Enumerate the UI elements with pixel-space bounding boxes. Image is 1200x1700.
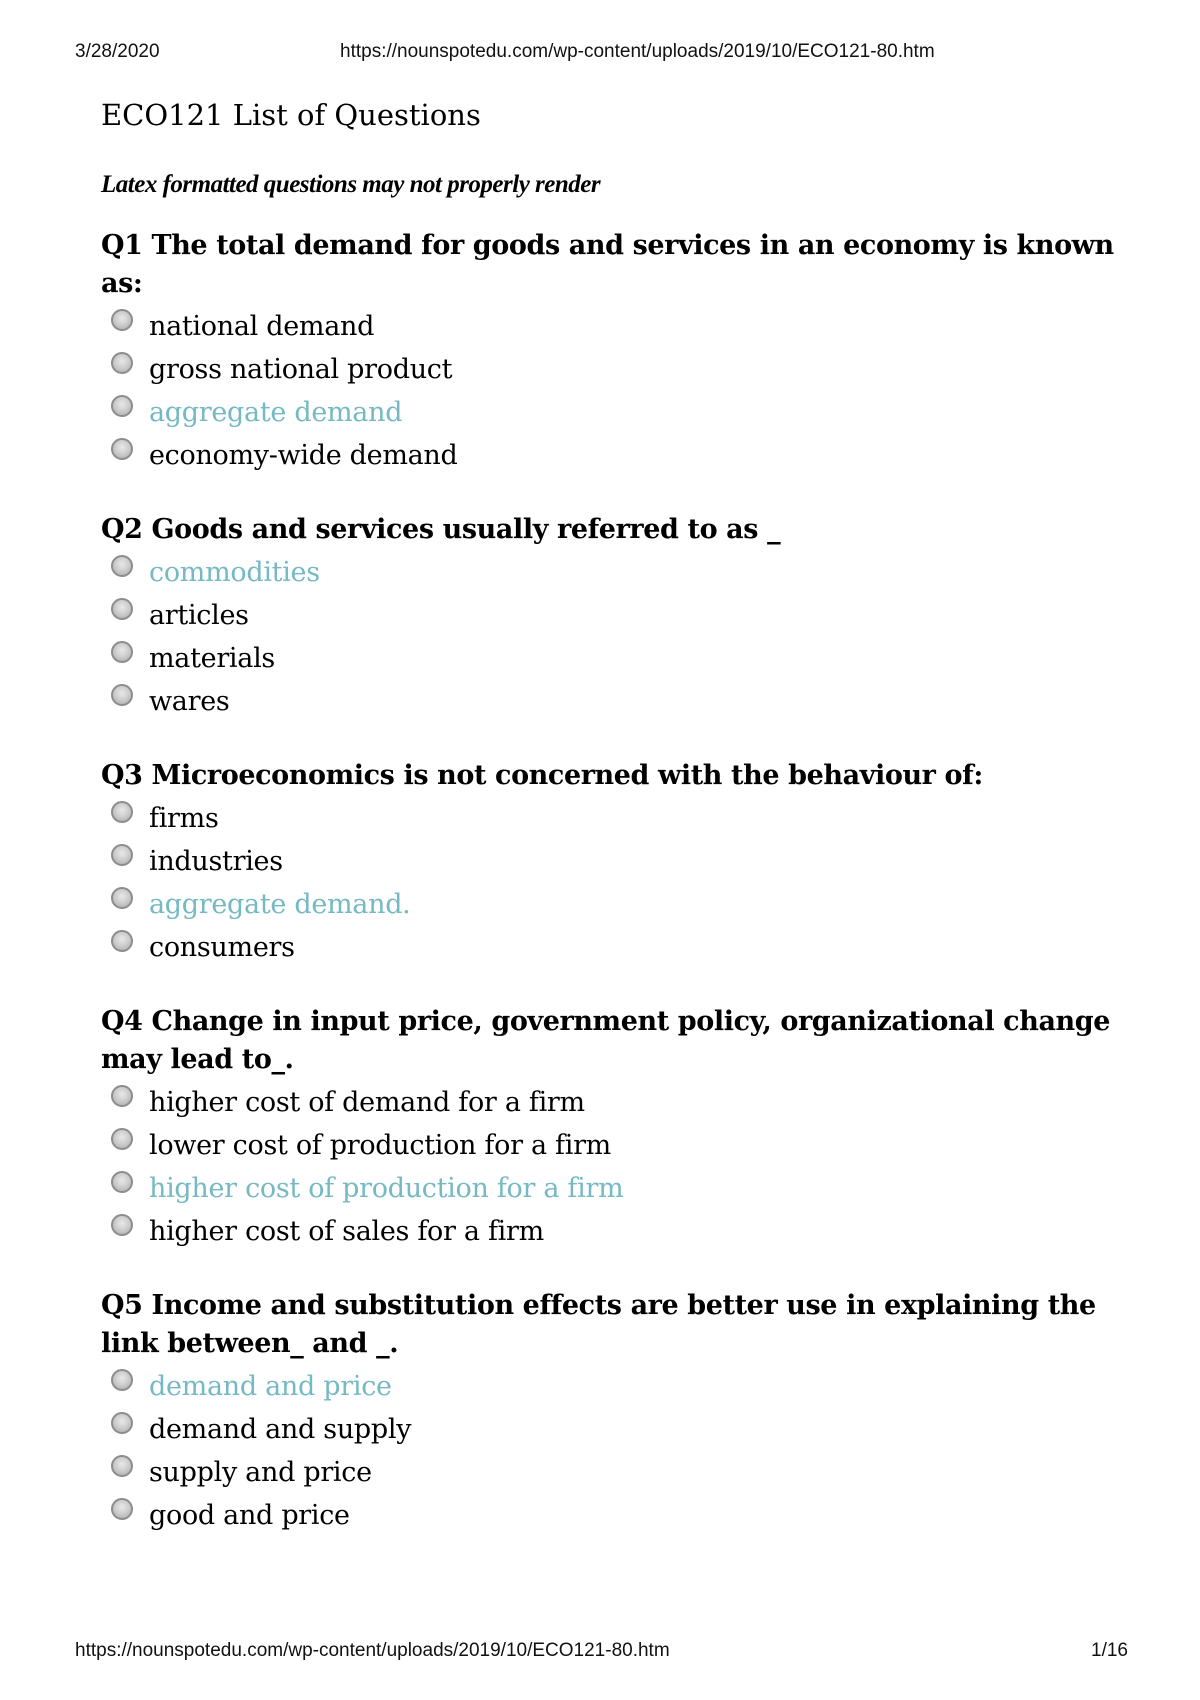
option-correct[interactable] <box>101 1365 1121 1408</box>
option-label: demand and price <box>149 1370 392 1402</box>
question-2 <box>101 511 1121 723</box>
option-label: wares <box>149 685 230 717</box>
option-label: aggregate demand <box>149 396 403 428</box>
radio-button[interactable] <box>111 887 133 909</box>
option-label: materials <box>149 642 275 674</box>
option[interactable] <box>101 305 1121 348</box>
question-4 <box>101 1003 1121 1253</box>
option-list <box>101 797 1121 969</box>
option-correct[interactable] <box>101 883 1121 926</box>
footer-url: https://nounspotedu.com/wp-content/uploads/2019/10/ECO121-80.htm <box>75 1640 670 1661</box>
radio-button[interactable] <box>111 1412 133 1434</box>
question-text: Q4 Change in input price, government policy, organizational change may lead to_. <box>101 1005 1111 1075</box>
radio-button[interactable] <box>111 1085 133 1107</box>
option[interactable] <box>101 594 1121 637</box>
option[interactable] <box>101 797 1121 840</box>
option-label: articles <box>149 599 249 631</box>
question-text: Q3 Microeconomics is not concerned with the behaviour of: <box>101 759 983 791</box>
radio-button[interactable] <box>111 1455 133 1477</box>
option-label: economy-wide demand <box>149 439 458 471</box>
option-label: commodities <box>149 556 320 588</box>
question-text: Q5 Income and substitution effects are better use in explaining the link between_ and _. <box>101 1289 1096 1359</box>
question-text: Q1 The total demand for goods and services in an economy is known as: <box>101 229 1114 299</box>
radio-button[interactable] <box>111 801 133 823</box>
option[interactable] <box>101 348 1121 391</box>
option-label: gross national product <box>149 353 453 385</box>
page-title: ECO121 List of Questions <box>101 98 481 132</box>
radio-button[interactable] <box>111 1171 133 1193</box>
radio-button[interactable] <box>111 1214 133 1236</box>
radio-button[interactable] <box>111 598 133 620</box>
radio-button[interactable] <box>111 309 133 331</box>
radio-button[interactable] <box>111 641 133 663</box>
option-list <box>101 1081 1121 1253</box>
option-label: higher cost of demand for a firm <box>149 1086 585 1118</box>
option[interactable] <box>101 1081 1121 1124</box>
option-label: supply and price <box>149 1456 372 1488</box>
print-date: 3/28/2020 <box>75 41 160 62</box>
option[interactable] <box>101 434 1121 477</box>
question-3 <box>101 757 1121 969</box>
question-1 <box>101 227 1121 477</box>
radio-button[interactable] <box>111 352 133 374</box>
option-label: national demand <box>149 310 375 342</box>
option-label: lower cost of production for a firm <box>149 1129 611 1161</box>
question-list <box>101 227 1121 1537</box>
print-header <box>0 41 1200 67</box>
option-list <box>101 305 1121 477</box>
option-label: higher cost of sales for a firm <box>149 1215 544 1247</box>
option[interactable] <box>101 637 1121 680</box>
question-text: Q2 Goods and services usually referred to as _ <box>101 513 781 545</box>
option[interactable] <box>101 926 1121 969</box>
radio-button[interactable] <box>111 1369 133 1391</box>
option-list <box>101 551 1121 723</box>
radio-button[interactable] <box>111 555 133 577</box>
option-label: good and price <box>149 1499 350 1531</box>
option-correct[interactable] <box>101 391 1121 434</box>
option-correct[interactable] <box>101 551 1121 594</box>
radio-button[interactable] <box>111 684 133 706</box>
option-list <box>101 1365 1121 1537</box>
radio-button[interactable] <box>111 930 133 952</box>
option-label: higher cost of production for a firm <box>149 1172 624 1204</box>
option-correct[interactable] <box>101 1167 1121 1210</box>
question-5 <box>101 1287 1121 1537</box>
print-footer <box>0 1640 1200 1666</box>
page-number: 1/16 <box>1091 1640 1128 1661</box>
option[interactable] <box>101 680 1121 723</box>
option-label: firms <box>149 802 219 834</box>
radio-button[interactable] <box>111 1498 133 1520</box>
radio-button[interactable] <box>111 1128 133 1150</box>
radio-button[interactable] <box>111 438 133 460</box>
option-label: consumers <box>149 931 295 963</box>
option[interactable] <box>101 1451 1121 1494</box>
print-url: https://nounspotedu.com/wp-content/uploads/2019/10/ECO121-80.htm <box>340 41 935 62</box>
option-label: industries <box>149 845 283 877</box>
option[interactable] <box>101 1494 1121 1537</box>
option[interactable] <box>101 840 1121 883</box>
document-body <box>101 98 1121 1571</box>
option[interactable] <box>101 1408 1121 1451</box>
render-note: Latex formatted questions may not properly render <box>101 170 601 198</box>
option[interactable] <box>101 1124 1121 1167</box>
option[interactable] <box>101 1210 1121 1253</box>
option-label: demand and supply <box>149 1413 412 1445</box>
radio-button[interactable] <box>111 844 133 866</box>
option-label: aggregate demand. <box>149 888 411 920</box>
radio-button[interactable] <box>111 395 133 417</box>
